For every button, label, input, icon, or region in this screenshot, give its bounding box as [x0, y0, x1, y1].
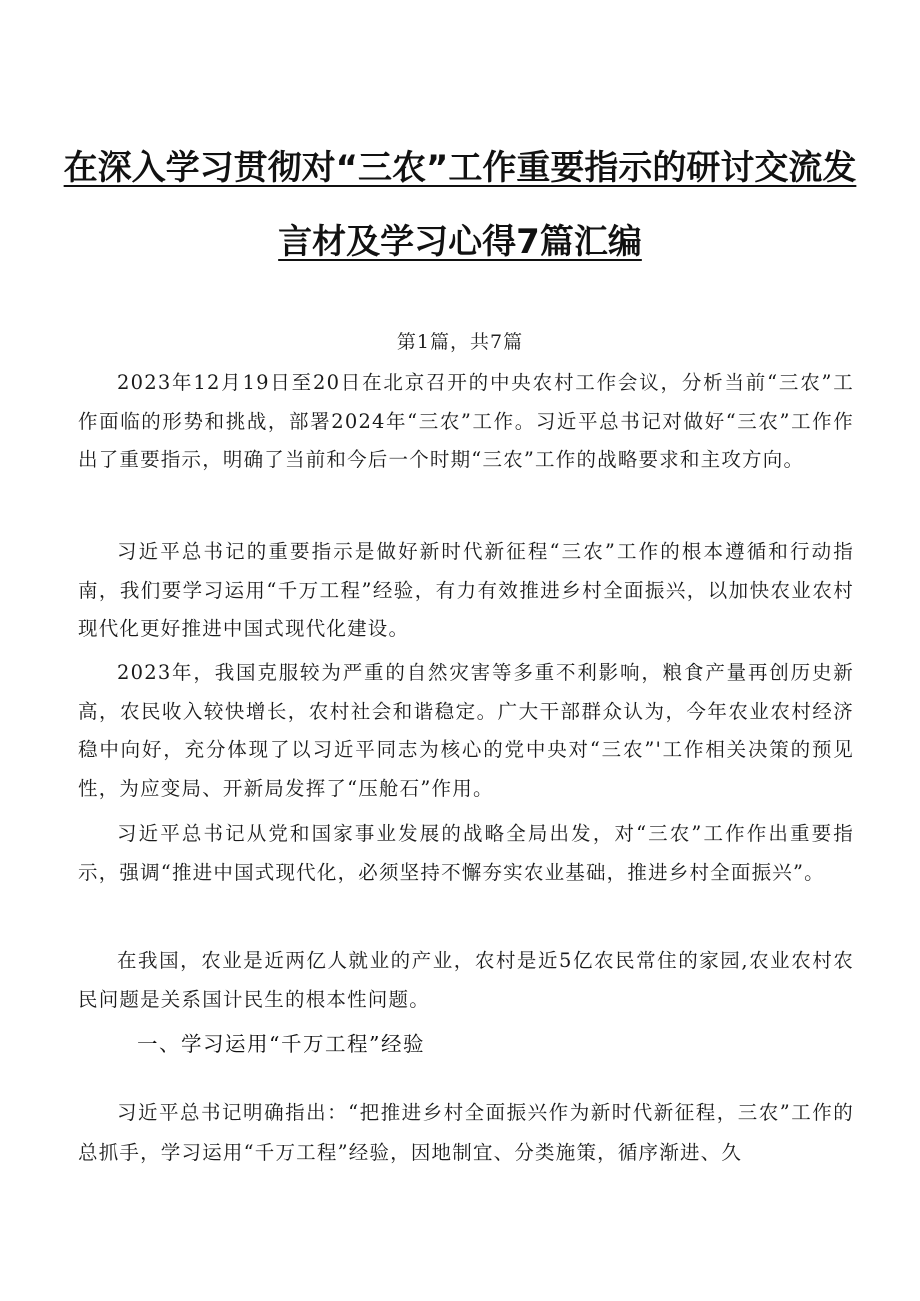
document-title-line-1: 在深入学习贯彻对“三农”工作重要指示的研讨交流发 [63, 148, 857, 188]
paragraph-2: 习近平总书记的重要指示是做好新时代新征程“三农”工作的根本遵循和行动指南，我们要学习运用“千万工程”经验，有力有效推进乡村全面振兴，以加快农业农村现代化更好推进中国式现代化建设。 [78, 540, 854, 640]
paragraph-5: 在我国，农业是近两亿人就业的产业，农村是近5亿农民常住的家园,农业农村农民问题是关系国计民生的根本性问题。 [78, 949, 854, 1011]
document-title-line-2: 言材及学习心得7篇汇编 [278, 222, 642, 262]
paragraph-1: 2023年12月19日至20日在北京召开的中央农村工作会议，分析当前“三农”工作面临的形势和挑战，部署2024年“三农”工作。习近平总书记对做好“三农”工作作出了重要指示，明确了当前和今后一个时期“三农”工作的战略要求和主攻方向。 [78, 371, 854, 471]
section-paragraph: 习近平总书记明确指出：“把推进乡村全面振兴作为新时代新征程，三农”工作的总抓手，学习运用“千万工程”经验，因地制宜、分类施策，循序渐进、久 [78, 1101, 854, 1164]
paragraph-3: 2023年，我国克服较为严重的自然灾害等多重不利影响，粮食产量再创历史新高，农民收入较快增长，农村社会和谐稳定。广大干部群众认为，今年农业农村经济稳中向好，充分体现了以习近平同志为核心的党中央对“三农”'工作相关决策的预见性，为应变局、开新局发挥了“压舱石”作用。 [78, 661, 854, 800]
section-heading: 一、学习运用“千万工程”经验 [137, 1032, 425, 1056]
paragraph-4: 习近平总书记从党和国家事业发展的战略全局出发，对“三农”工作作出重要指示，强调“推进中国式现代化，必须坚持不懈夯实农业基础，推进乡村全面振兴”。 [78, 822, 854, 884]
part-indicator: 第1篇，共7篇 [396, 331, 524, 353]
